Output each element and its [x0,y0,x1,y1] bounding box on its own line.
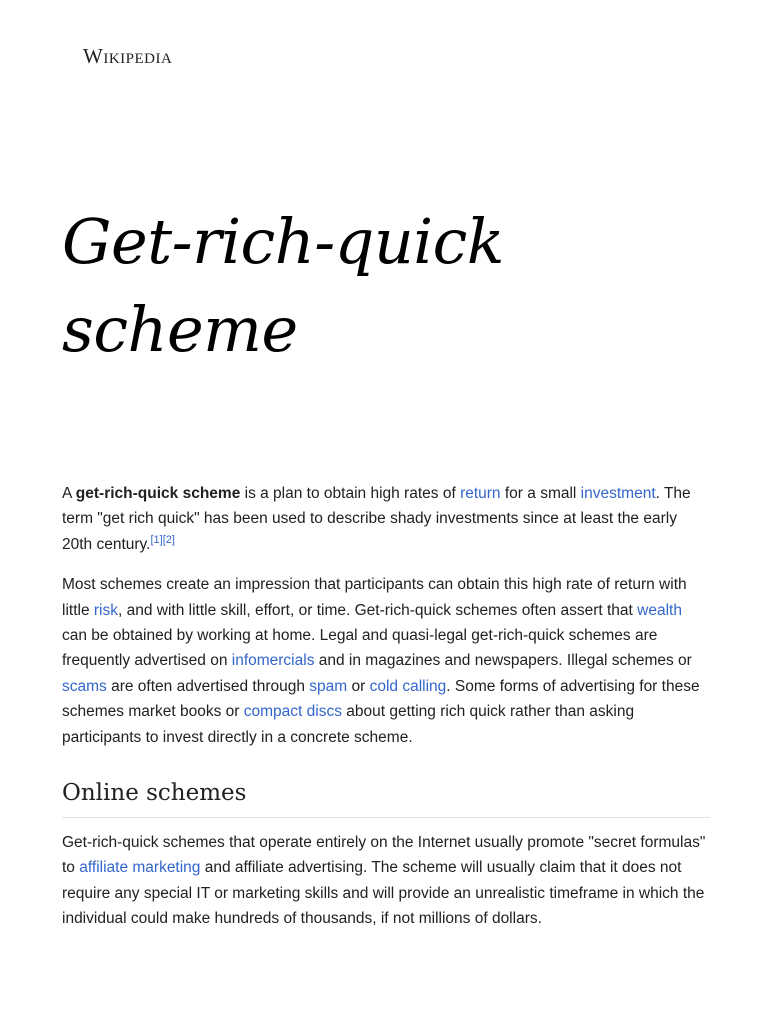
online-text-0: Get-rich-quick schemes that operate entirely on the Internet usually promote "secret formulas" to [62,834,706,877]
online-text-1: and affiliate advertising. The scheme will usually claim that it does not require any special IT or marketing skills and will provide an unrealistic timeframe in which the individual could make hundreds of thousands, if not millions of dollars. [62,859,705,928]
link-return[interactable]: return [460,485,501,502]
intro-bold-term: get-rich-quick scheme [75,485,241,502]
p2-text-6: or [347,677,370,695]
p2-text-5: are often advertised through [106,677,310,695]
p2-text-4: and in magazines and newspapers. Illegal schemes or [314,652,692,670]
reference-1[interactable]: [1] [150,533,163,546]
link-infomercials[interactable]: infomercials [231,652,315,670]
link-investment[interactable]: investment [580,485,656,502]
reference-2[interactable]: [2] [162,533,175,546]
link-affiliate-marketing[interactable]: affiliate marketing [79,859,201,877]
section-heading-online-schemes[interactable]: Online schemes [62,778,710,818]
link-cold-calling[interactable]: cold calling [369,677,447,695]
p2-text-7: . Some forms of advertising for these schemes market books or [62,677,700,721]
link-wealth[interactable]: wealth [637,601,682,619]
p2-text-1: Most schemes create an impression that participants can obtain this high rate of return with little [62,576,687,619]
intro-text-3: for a small [500,485,581,502]
intro-text-2: is a plan to obtain high rates of [240,485,461,502]
intro-text-4: . The term "get rich quick" has been used to describe shady investments since at least the early 20th century. [62,485,691,553]
link-scams[interactable]: scams [62,677,107,695]
wikipedia-wordmark[interactable]: Wikipedia [83,44,173,68]
online-schemes-paragraph [62,830,710,932]
p2-text-3: can be obtained by working at home. Legal and quasi-legal get-rich-quick schemes are frequently advertised on [62,627,658,670]
paragraph-2 [62,572,710,750]
p2-text-8: about getting rich quick rather than asking participants to invest directly in a concrete scheme. [62,703,635,746]
page-title: Get-rich-quick scheme [62,205,504,366]
link-compact-discs[interactable]: compact discs [243,703,342,721]
p2-text-2: , and with little skill, effort, or time. Get-rich-quick schemes often assert that [117,601,638,619]
intro-paragraph [62,481,710,557]
link-risk[interactable]: risk [93,601,118,619]
link-spam[interactable]: spam [309,677,348,695]
intro-text-1: A [62,485,76,502]
article-body [62,481,710,947]
